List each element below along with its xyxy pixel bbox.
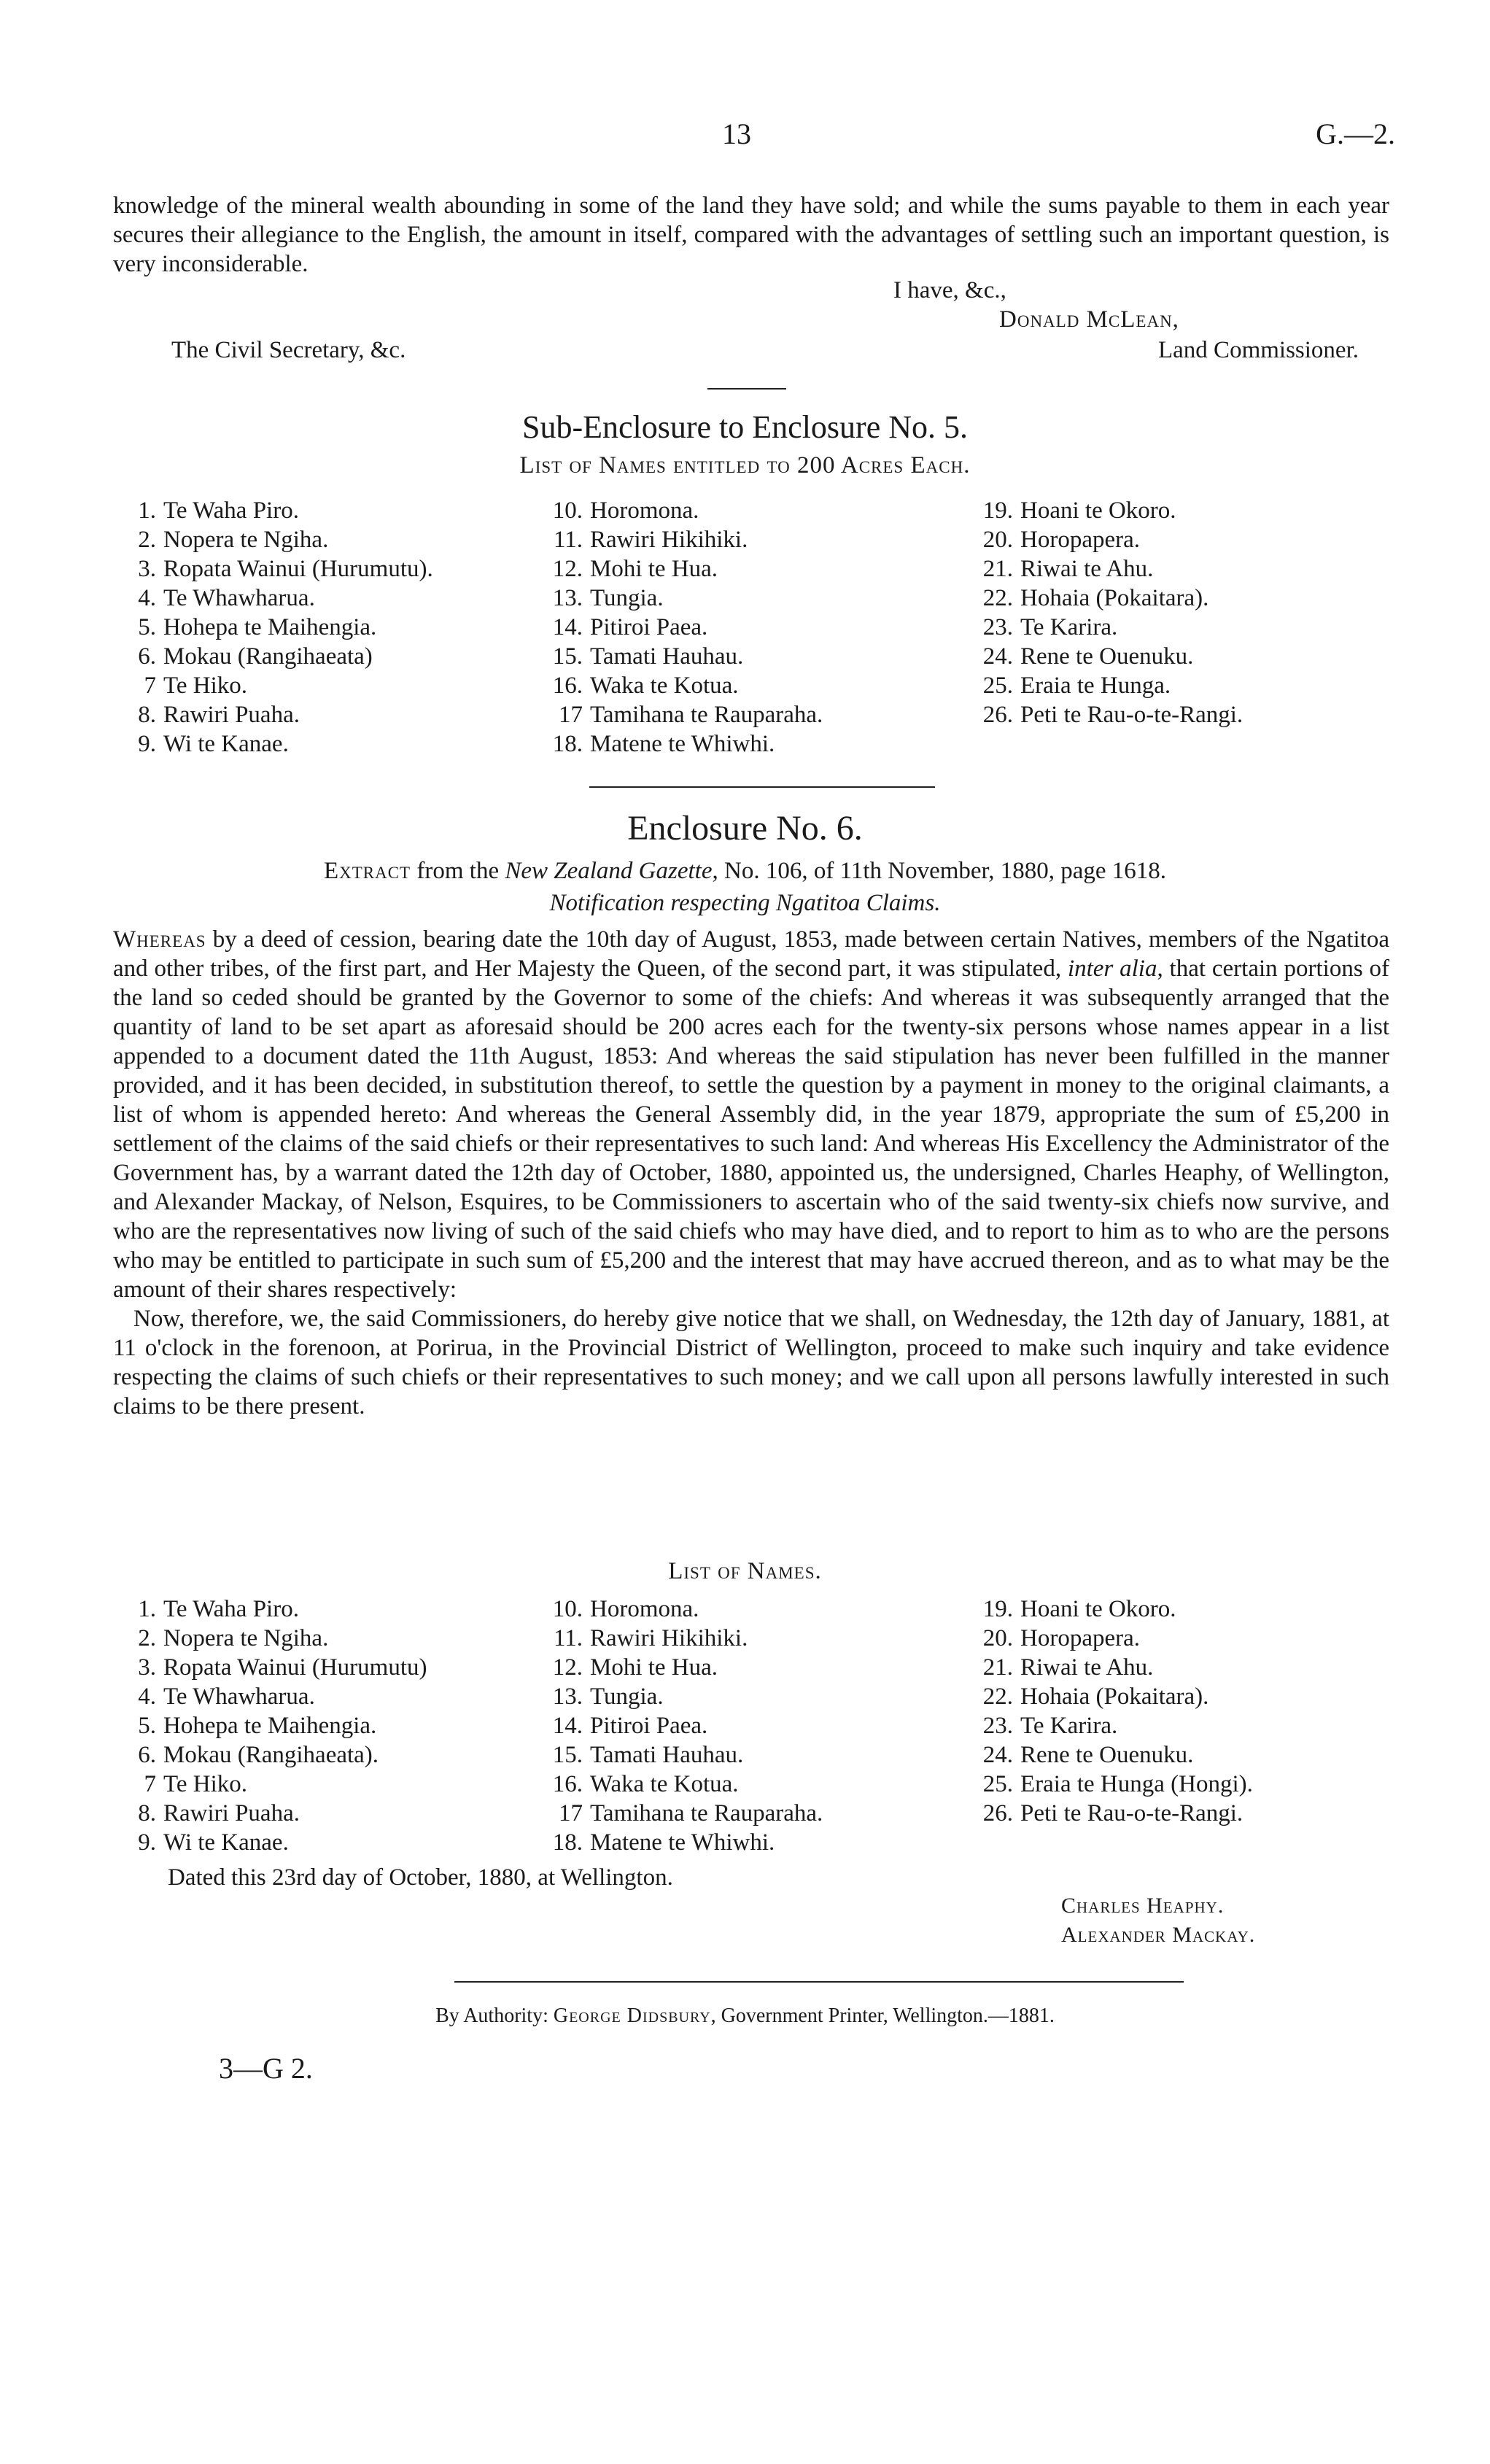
list-item-number: 12. <box>552 556 583 582</box>
list-item-number: 6. <box>138 1742 156 1768</box>
list-item <box>117 1624 525 1653</box>
list-item-number: 10. <box>552 497 583 524</box>
sub-list-column-2 <box>543 496 952 759</box>
list-item-name: Horomona. <box>590 497 699 524</box>
list-item <box>974 1682 1382 1711</box>
list-item-number: 5. <box>138 1713 156 1739</box>
list-item-number: 10. <box>552 1596 583 1622</box>
list-item-number: 26. <box>982 702 1013 728</box>
list-item <box>117 613 525 642</box>
list-item <box>543 496 952 525</box>
list-item-name: Hohaia (Pokaitara). <box>1020 585 1209 611</box>
list-item-name: Mokau (Rangihaeata) <box>163 643 373 670</box>
list-item-number: 14. <box>552 614 583 640</box>
list-item <box>117 642 525 671</box>
list-item-number: 2. <box>138 1625 156 1651</box>
list-item <box>117 1740 525 1770</box>
enc-list-column-1 <box>117 1595 525 1857</box>
list-item <box>543 700 952 729</box>
list-item-name: Rene te Ouenuku. <box>1020 643 1194 670</box>
authority-line <box>0 2004 1490 2028</box>
divider-short <box>707 388 786 390</box>
list-item-name: Hoani te Okoro. <box>1020 497 1176 524</box>
list-item <box>974 613 1382 642</box>
divider-long <box>589 786 935 788</box>
sheet-mark: 3—G 2. <box>219 2052 313 2085</box>
extract-line <box>0 858 1490 885</box>
list-item <box>543 1595 952 1624</box>
notification-heading <box>0 890 1490 917</box>
list-item-number: 13. <box>552 1684 583 1710</box>
list-item-name: Rawiri Puaha. <box>163 702 300 728</box>
list-item <box>543 729 952 759</box>
list-item-number: 4. <box>138 1684 156 1710</box>
list-item <box>117 1682 525 1711</box>
list-item-number: 12. <box>552 1654 583 1681</box>
list-item-name: Hoani te Okoro. <box>1020 1596 1176 1622</box>
letter-paragraph <box>113 191 1389 279</box>
list-item-number: 11. <box>553 1625 583 1651</box>
list-item-name: Mohi te Hua. <box>590 556 718 582</box>
extract-lead: Extract <box>323 858 411 884</box>
notice-paragraph-2: Now, therefore, we, the said Commissioners, do hereby give notice that we shall, on Wednesday, the 12th day of January, 1881, at 11 o'clock in the forenoon, at Porirua, in the Provincial District of Wellington, proceed to make such inquiry and take evidence respecting the claims of such chiefs or their representatives to such money; and we call upon all persons lawfully interested in such claims to be there present. <box>113 1306 1389 1419</box>
list-of-names-title: List of Names. <box>668 1558 822 1584</box>
series-code: G.—2. <box>1316 117 1395 150</box>
list-item-number: 22. <box>982 1684 1013 1710</box>
authority-prefix: By Authority: <box>435 2004 554 2027</box>
list-item-number: 2. <box>138 527 156 553</box>
list-item-number: 7 <box>144 1771 156 1797</box>
list-item <box>974 584 1382 613</box>
list-item-name: Te Whawharua. <box>163 1684 315 1710</box>
list-item-name: Riwai te Ahu. <box>1020 556 1154 582</box>
list-item-name: Hohaia (Pokaitara). <box>1020 1684 1209 1710</box>
list-item-name: Eraia te Hunga (Hongi). <box>1020 1771 1253 1797</box>
list-item <box>543 525 952 554</box>
list-item-name: Nopera te Ngiha. <box>163 527 329 553</box>
list-item <box>543 1682 952 1711</box>
list-item <box>543 642 952 671</box>
list-item-name: Tamati Hauhau. <box>590 1742 744 1768</box>
list-item-number: 21. <box>982 1654 1013 1681</box>
list-item-name: Tamihana te Rauparaha. <box>590 1800 823 1826</box>
list-item <box>543 554 952 584</box>
list-item-number: 19. <box>982 497 1013 524</box>
list-item-name: Tamati Hauhau. <box>590 643 744 670</box>
list-item-name: Tungia. <box>590 1684 664 1710</box>
list-item-name: Pitiroi Paea. <box>590 1713 708 1739</box>
list-item-number: 25. <box>982 673 1013 699</box>
list-item-number: 3. <box>138 1654 156 1681</box>
notice-paragraph-1 <box>113 925 1389 1304</box>
letter-signatory-name: Donald McLean, <box>999 306 1179 333</box>
list-item-number: 22. <box>982 585 1013 611</box>
list-item-number: 7 <box>144 673 156 699</box>
list-item <box>974 1799 1382 1828</box>
para1-part-a: by a deed of cession, bearing date the 10th day of August, 1853, made between certain Natives, members of the Ngatitoa and other tribes, of the first part, and Her Majesty the Queen, of the second part, it was stipulated, <box>113 926 1389 982</box>
list-item <box>974 1624 1382 1653</box>
enclosure-title: Enclosure No. 6. <box>627 809 863 848</box>
list-item-name: Te Hiko. <box>163 673 248 699</box>
enc-list-column-2 <box>543 1595 952 1857</box>
list-item-name: Rawiri Puaha. <box>163 1800 300 1826</box>
list-item-number: 18. <box>552 1829 583 1856</box>
list-item-name: Wi te Kanae. <box>163 1829 289 1856</box>
list-item <box>974 496 1382 525</box>
list-item-number: 24. <box>982 1742 1013 1768</box>
list-item-name: Mokau (Rangihaeata). <box>163 1742 379 1768</box>
page-number: 13 <box>722 117 751 150</box>
list-item-number: 20. <box>982 1625 1013 1651</box>
list-item-name: Te Waha Piro. <box>163 497 299 524</box>
list-item <box>117 700 525 729</box>
list-item-number: 9. <box>138 1829 156 1856</box>
list-item <box>543 613 952 642</box>
list-item-name: Matene te Whiwhi. <box>590 731 775 757</box>
sub-list-column-3 <box>974 496 1382 729</box>
list-item-number: 21. <box>982 556 1013 582</box>
list-item <box>974 1770 1382 1799</box>
notice-body <box>113 925 1389 1421</box>
list-item-name: Waka te Kotua. <box>590 673 739 699</box>
list-item-name: Hohepa te Maihengia. <box>163 614 377 640</box>
list-item-number: 13. <box>552 585 583 611</box>
list-item-name: Tamihana te Rauparaha. <box>590 702 823 728</box>
list-item <box>117 1799 525 1828</box>
list-item-number: 16. <box>552 673 583 699</box>
list-item <box>974 1740 1382 1770</box>
list-item-name: Tungia. <box>590 585 664 611</box>
letter-addressee: The Civil Secretary, &c. <box>171 337 406 363</box>
list-item <box>543 671 952 700</box>
list-item-number: 26. <box>982 1800 1013 1826</box>
letter-signatory-title: Land Commissioner. <box>1158 337 1359 363</box>
list-item-number: 5. <box>138 614 156 640</box>
list-item-number: 16. <box>552 1771 583 1797</box>
list-item-number: 6. <box>138 643 156 670</box>
list-item <box>543 1624 952 1653</box>
list-item <box>974 1595 1382 1624</box>
list-item <box>974 642 1382 671</box>
list-item-number: 11. <box>553 527 583 553</box>
notification-text: Notification respecting Ngatitoa Claims. <box>549 890 941 916</box>
list-item-number: 14. <box>552 1713 583 1739</box>
list-item <box>117 554 525 584</box>
list-item-name: Horopapera. <box>1020 1625 1141 1651</box>
signatory-heaphy: Charles Heaphy. <box>1061 1894 1225 1918</box>
enc-list-column-3 <box>974 1595 1382 1828</box>
sub-enclosure-subtitle: List of Names entitled to 200 Acres Each. <box>519 452 971 479</box>
list-item-name: Peti te Rau-o-te-Rangi. <box>1020 1800 1243 1826</box>
list-item-number: 4. <box>138 585 156 611</box>
list-item-number: 15. <box>552 643 583 670</box>
printer-name: George Didsbury <box>553 2004 711 2027</box>
list-item-number: 18. <box>552 731 583 757</box>
list-item-number: 19. <box>982 1596 1013 1622</box>
list-item <box>974 525 1382 554</box>
list-item <box>974 1711 1382 1740</box>
list-item <box>543 1828 952 1857</box>
list-item <box>974 554 1382 584</box>
list-item <box>543 1740 952 1770</box>
list-item <box>543 1770 952 1799</box>
list-item <box>117 1653 525 1682</box>
list-item <box>543 1653 952 1682</box>
list-item-number: 25. <box>982 1771 1013 1797</box>
list-item-name: Te Hiko. <box>163 1771 248 1797</box>
list-item <box>117 1770 525 1799</box>
list-item-name: Te Karira. <box>1020 614 1118 640</box>
list-item-name: Ropata Wainui (Hurumutu). <box>163 556 433 582</box>
list-item-name: Nopera te Ngiha. <box>163 1625 329 1651</box>
list-item-number: 1. <box>138 1596 156 1622</box>
list-item <box>543 1711 952 1740</box>
list-item-number: 1. <box>138 497 156 524</box>
list-item <box>543 1799 952 1828</box>
footer-divider <box>454 1981 1184 1983</box>
list-item-name: Te Karira. <box>1020 1713 1118 1739</box>
list-item-name: Horopapera. <box>1020 527 1141 553</box>
list-item-name: Eraia te Hunga. <box>1020 673 1171 699</box>
list-item-name: Mohi te Hua. <box>590 1654 718 1681</box>
para1-part-b: , that certain portions of the land so ceded should be granted by the Governor to some of the chiefs: And whereas it was subsequently arranged that the quantity of land to be set apart as aforesaid should be 200 acres each for the twenty-six persons whose names appear in a list appended to a document dated the 11th August, 1853: And whereas the said stipulation has never been fulfilled in the manner provided, and it has been decided, in substitution thereof, to settle the question by a payment in money to the original claimants, a list of whom is appended hereto: And whereas the General Assembly did, in the year 1879, appropriate the sum of £5,200 in settlement of the claims of the said chiefs or their representatives to such land: And whereas His Excellency the Administrator of the Government has, by a warrant dated the 12th day of October, 1880, appointed us, the undersigned, Charles Heaphy, of Wellington, and Alexander Mackay, of Nelson, Esquires, to be Commissioners to ascertain who of the said twenty-six chiefs now survive, and who are the representatives now living of such of the said chiefs who may have died, and to report to him as to who are the persons who may be entitled to participate in such sum of £5,200 and the interest that may have accrued thereon, and as to what may be the amount of their shares respectively: <box>113 956 1389 1303</box>
list-item-name: Te Whawharua. <box>163 585 315 611</box>
list-item-name: Peti te Rau-o-te-Rangi. <box>1020 702 1243 728</box>
letter-closing: I have, &c., <box>893 277 1006 303</box>
list-item-name: Waka te Kotua. <box>590 1771 739 1797</box>
list-item <box>117 1828 525 1857</box>
list-item-name: Pitiroi Paea. <box>590 614 708 640</box>
list-item <box>117 525 525 554</box>
sub-list-column-1 <box>117 496 525 759</box>
list-item-number: 24. <box>982 643 1013 670</box>
extract-source: New Zealand Gazette <box>505 858 713 884</box>
list-item-name: Riwai te Ahu. <box>1020 1654 1154 1681</box>
list-item <box>543 584 952 613</box>
list-item <box>974 671 1382 700</box>
list-item <box>117 671 525 700</box>
list-item <box>117 496 525 525</box>
list-item <box>117 1711 525 1740</box>
list-item-name: Rene te Ouenuku. <box>1020 1742 1194 1768</box>
list-item-name: Wi te Kanae. <box>163 731 289 757</box>
authority-suffix: , Government Printer, Wellington.—1881. <box>710 2004 1055 2027</box>
list-item <box>974 700 1382 729</box>
list-item-number: 8. <box>138 1800 156 1826</box>
list-item <box>117 729 525 759</box>
list-item-name: Ropata Wainui (Hurumutu) <box>163 1654 427 1681</box>
letter-text: knowledge of the mineral wealth abounding in some of the land they have sold; and while the sums payable to them in each year secures their allegiance to the English, the amount in itself, compared with the advantages of settling such an important question, is very inconsiderable. <box>113 193 1389 277</box>
list-item <box>117 584 525 613</box>
whereas-lead: Whereas <box>113 926 206 953</box>
list-item-name: Matene te Whiwhi. <box>590 1829 775 1856</box>
extract-from: from the <box>411 858 505 884</box>
dated-line: Dated this 23rd day of October, 1880, at Wellington. <box>168 1864 673 1891</box>
list-item-name: Horomona. <box>590 1596 699 1622</box>
list-item-number: 17 <box>559 1800 583 1826</box>
list-item <box>974 1653 1382 1682</box>
sub-enclosure-title: Sub-Enclosure to Enclosure No. 5. <box>522 409 968 445</box>
list-item-name: Te Waha Piro. <box>163 1596 299 1622</box>
list-item-number: 17 <box>559 702 583 728</box>
list-item-number: 20. <box>982 527 1013 553</box>
list-item-number: 23. <box>982 1713 1013 1739</box>
list-item-number: 9. <box>138 731 156 757</box>
list-item-name: Rawiri Hikihiki. <box>590 1625 748 1651</box>
list-item-number: 8. <box>138 702 156 728</box>
signatory-mackay: Alexander Mackay. <box>1061 1923 1256 1947</box>
list-item-name: Hohepa te Maihengia. <box>163 1713 377 1739</box>
list-item-number: 15. <box>552 1742 583 1768</box>
para1-italic: inter alia <box>1067 956 1157 982</box>
list-item-number: 3. <box>138 556 156 582</box>
list-item <box>117 1595 525 1624</box>
list-item-number: 23. <box>982 614 1013 640</box>
list-item-name: Rawiri Hikihiki. <box>590 527 748 553</box>
extract-rest: , No. 106, of 11th November, 1880, page 1618. <box>712 858 1167 884</box>
